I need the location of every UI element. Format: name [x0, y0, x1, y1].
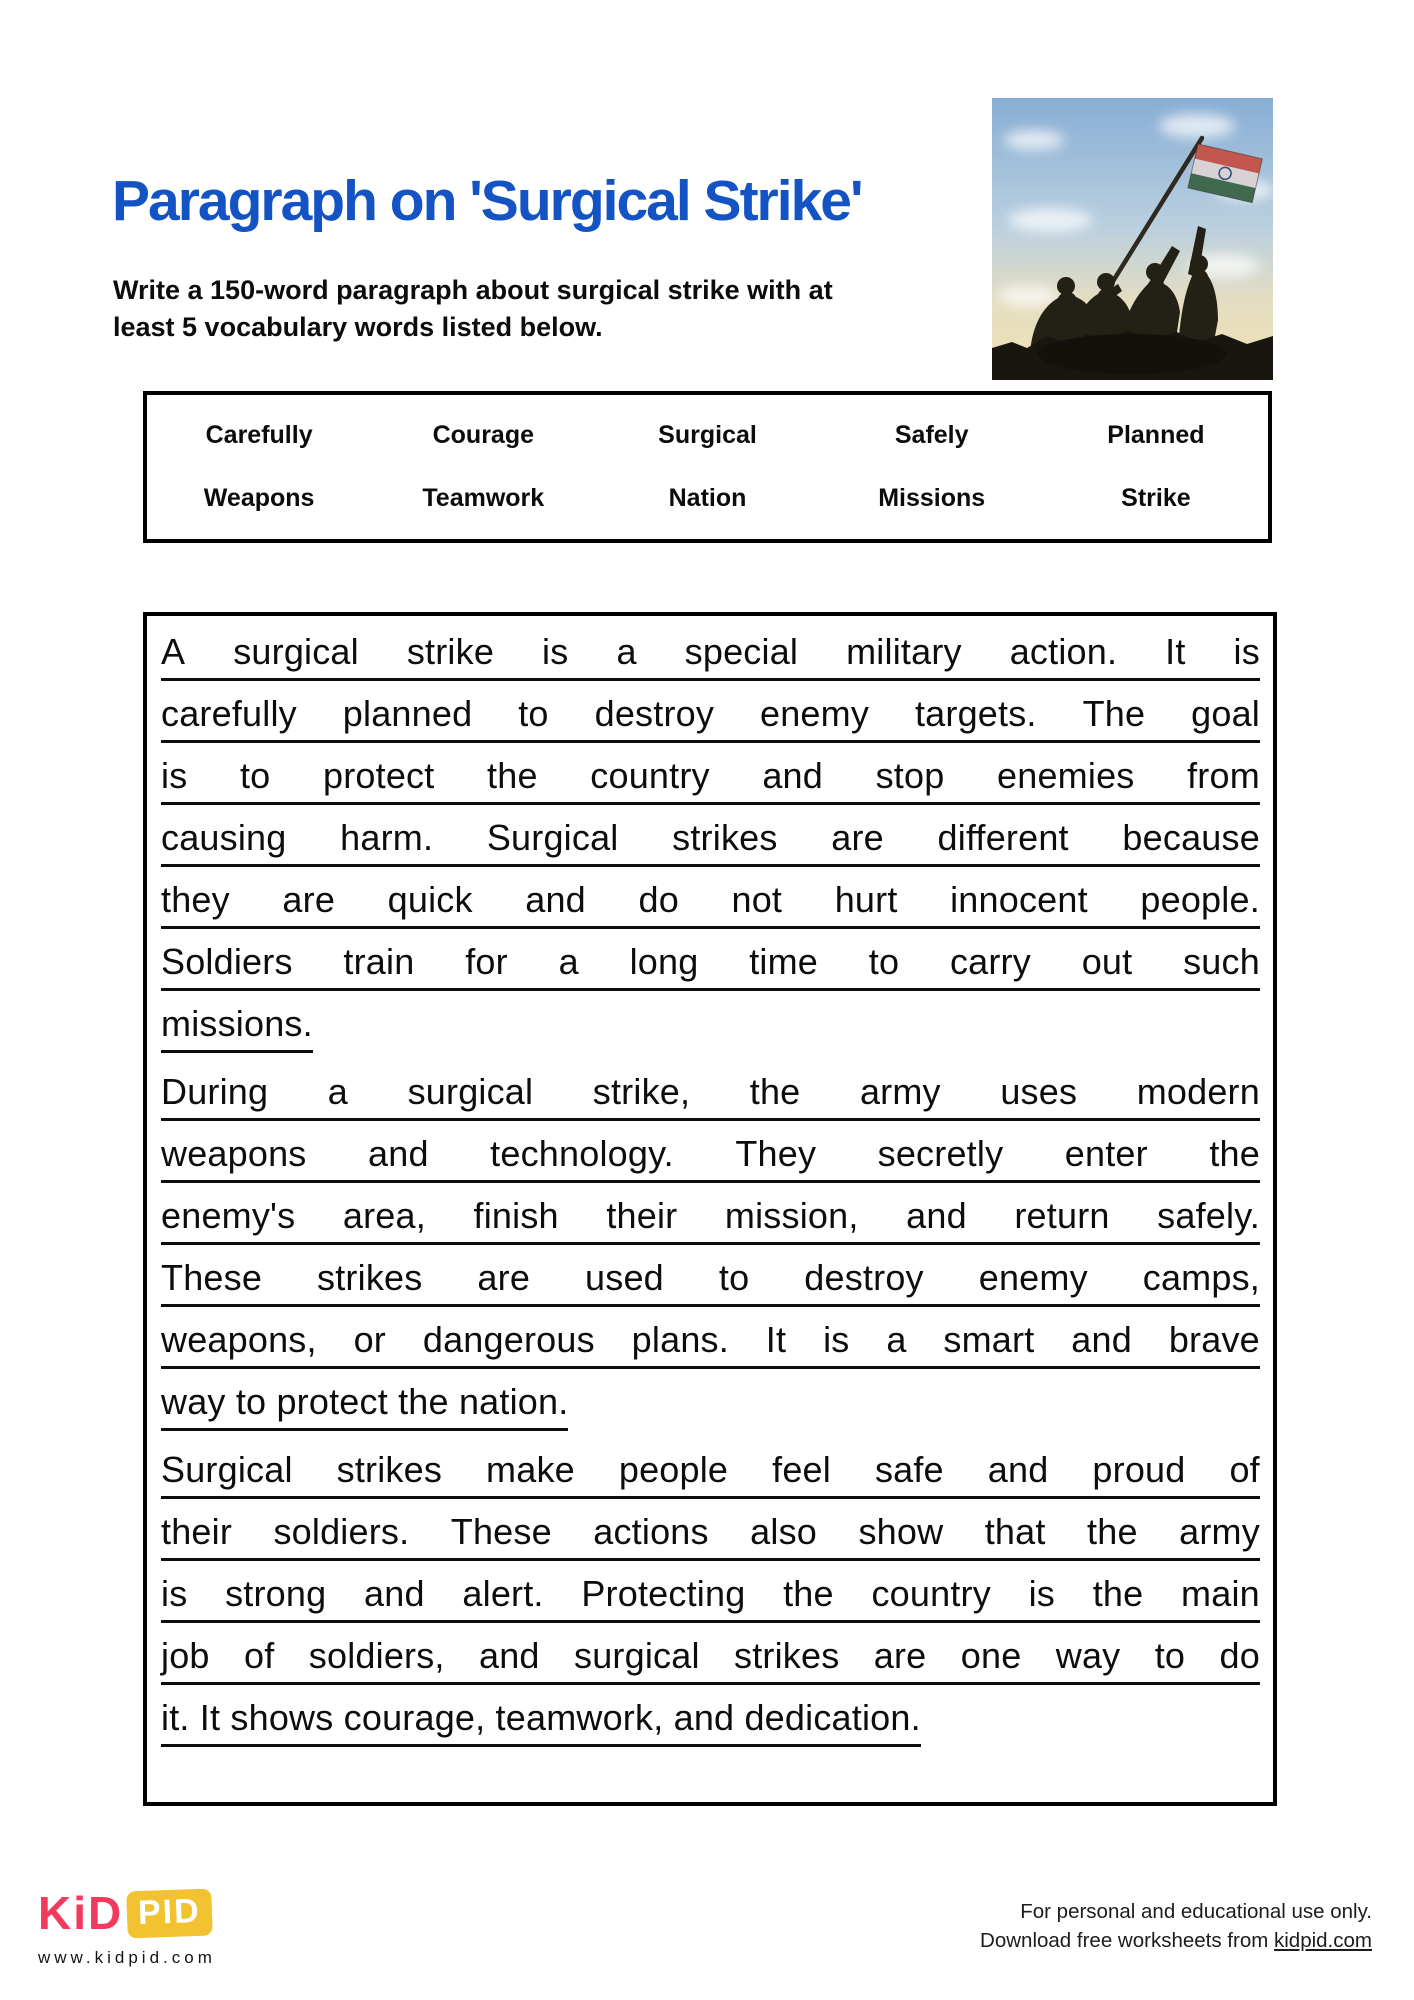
essay-word: the [1092, 1573, 1144, 1614]
essay-word: strikes [734, 1635, 840, 1676]
essay-word: people. [1140, 879, 1260, 920]
essay-word: one [960, 1635, 1022, 1676]
essay-word: the [749, 1071, 801, 1112]
essay-word: the [1209, 1133, 1260, 1174]
essay-word: army [859, 1071, 941, 1112]
page-instructions [113, 272, 833, 346]
vocab-word: Nation [668, 484, 747, 512]
essay-word: mission, [724, 1195, 859, 1236]
essay-word: used [585, 1257, 664, 1298]
usage-line-2-text: Download free worksheets from [980, 1929, 1274, 1952]
essay-word: destroy [804, 1257, 924, 1298]
essay-word: protect [323, 755, 435, 796]
essay-word: military [846, 631, 962, 672]
essay-word: hurt [834, 879, 898, 920]
essay-word: a [558, 941, 579, 982]
essay-word: time [749, 941, 818, 982]
essay-line [161, 1574, 1260, 1623]
essay-word: dangerous [422, 1319, 595, 1360]
essay-word: show [858, 1511, 944, 1552]
essay-box [143, 612, 1277, 1806]
essay-word: make [486, 1449, 575, 1490]
essay-line [161, 1134, 1260, 1183]
essay-line [161, 880, 1260, 929]
essay-word: causing [161, 817, 287, 858]
essay-line [161, 1382, 1260, 1437]
essay-word: is [1233, 631, 1260, 672]
essay-word: to [239, 755, 271, 796]
essay-word: strike [406, 631, 495, 672]
essay-word: surgical [233, 631, 359, 672]
essay-line [161, 1512, 1260, 1561]
essay-word: Protecting [581, 1573, 746, 1614]
essay-word: planned [342, 693, 473, 734]
essay-word: because [1122, 817, 1260, 858]
essay-word: feel [772, 1449, 831, 1490]
essay-word: alert. [462, 1573, 544, 1614]
essay-word: and [364, 1573, 425, 1614]
essay-word: the [1087, 1511, 1138, 1552]
essay-word: to [518, 693, 549, 734]
essay-word: they [161, 879, 230, 920]
essay-line [161, 1072, 1260, 1121]
essay-line [161, 942, 1260, 991]
essay-word: strikes [336, 1449, 443, 1490]
essay-word: do [1219, 1635, 1260, 1676]
essay-word: The [1082, 693, 1146, 734]
essay-word: and [368, 1133, 429, 1174]
usage-line-1: For personal and educational use only. [1020, 1900, 1372, 1923]
essay-word: to [868, 941, 900, 982]
essay-word: A [161, 631, 186, 672]
essay-word: weapons, [161, 1319, 317, 1360]
essay-word: soldiers, [308, 1635, 445, 1676]
usage-line-2 [980, 1926, 1372, 1955]
footer-brand [38, 1886, 216, 1968]
essay-word: are [873, 1635, 927, 1676]
essay-line [161, 694, 1260, 743]
logo-pid-badge: PID [126, 1888, 212, 1938]
essay-line [161, 1450, 1260, 1499]
essay-word: different [937, 817, 1069, 858]
essay-word: train [343, 941, 415, 982]
page-title: Paragraph on 'Surgical Strike' [112, 169, 862, 233]
essay-word: from [1187, 755, 1260, 796]
footer-usage-note [980, 1897, 1372, 1955]
essay-word: a [616, 631, 637, 672]
essay-word: goal [1191, 693, 1260, 734]
essay-word: country [871, 1573, 991, 1614]
vocab-word: Surgical [658, 421, 757, 449]
essay-word: long [629, 941, 699, 982]
essay-word: uses [1000, 1071, 1078, 1112]
essay-word: Surgical [161, 1449, 293, 1490]
essay-word: out [1081, 941, 1133, 982]
essay-word: a [327, 1071, 349, 1112]
essay-word: and [1071, 1319, 1132, 1360]
essay-word: is [1028, 1573, 1056, 1614]
instructions-line-1: Write a 150-word paragraph about surgical strike with at [113, 275, 833, 305]
essay-word: innocent [950, 879, 1088, 920]
essay-word: of [244, 1635, 275, 1676]
essay-word: that [984, 1511, 1046, 1552]
essay-word: to [1154, 1635, 1186, 1676]
essay-word: smart [943, 1319, 1035, 1360]
essay-word: actions [593, 1511, 709, 1552]
essay-word: safely. [1157, 1195, 1260, 1236]
essay-word: surgical [407, 1071, 534, 1112]
essay-word: carefully [161, 693, 297, 734]
essay-word: job [161, 1635, 210, 1676]
essay-word: are [477, 1257, 531, 1298]
essay-line [161, 1196, 1260, 1245]
essay-word: is [161, 1573, 188, 1614]
essay-word: also [750, 1511, 818, 1552]
essay-word: carry [949, 941, 1031, 982]
essay-word: enter [1064, 1133, 1148, 1174]
essay-word: modern [1136, 1071, 1260, 1112]
essay-word: targets. [914, 693, 1037, 734]
essay-word: people [618, 1449, 729, 1490]
vocab-word: Courage [432, 421, 534, 449]
essay-word: camps, [1142, 1257, 1260, 1298]
essay-word: or [353, 1319, 386, 1360]
essay-line-text: missions. [161, 1004, 313, 1053]
vocab-word: Strike [1121, 484, 1191, 512]
essay-word: not [731, 879, 783, 920]
kidpid-logo [38, 1886, 216, 1940]
vocab-word: Carefully [205, 421, 313, 449]
essay-word: area, [342, 1195, 426, 1236]
essay-word: to [718, 1257, 750, 1298]
essay-word: is [542, 631, 569, 672]
essay-word: enemy's [161, 1195, 296, 1236]
essay-line [161, 1320, 1260, 1369]
vocab-word: Safely [894, 421, 969, 449]
essay-word: safe [874, 1449, 944, 1490]
essay-word: They [735, 1133, 817, 1174]
kidpid-link[interactable]: kidpid.com [1274, 1929, 1372, 1952]
essay-word: secretly [877, 1133, 1004, 1174]
essay-word: strikes [317, 1257, 423, 1298]
essay-word: These [450, 1511, 552, 1552]
essay-word: strong [225, 1573, 327, 1614]
essay-word: is [823, 1319, 850, 1360]
essay-word: quick [387, 879, 473, 920]
essay-line [161, 1004, 1260, 1059]
vocab-word: Teamwork [422, 484, 545, 512]
vocab-row [147, 421, 1268, 450]
essay-word: are [831, 817, 884, 858]
essay-word: It [1165, 631, 1186, 672]
essay-word: action. [1009, 631, 1118, 672]
essay-word: harm. [340, 817, 434, 858]
essay-word: technology. [490, 1133, 674, 1174]
vocab-word: Planned [1107, 421, 1205, 449]
essay-line-text: way to protect the nation. [161, 1382, 568, 1431]
essay-word: strike, [592, 1071, 691, 1112]
essay-word: are [282, 879, 336, 920]
essay-word: and [906, 1195, 967, 1236]
essay-line [161, 756, 1260, 805]
essay-word: their [161, 1511, 233, 1552]
logo-kid-text: KiD [38, 1887, 124, 1939]
essay-word: for [465, 941, 508, 982]
essay-word: special [684, 631, 799, 672]
essay-line [161, 632, 1260, 681]
soldiers-flag-illustration [992, 98, 1273, 380]
vocab-word: Weapons [203, 484, 315, 512]
essay-word: and [525, 879, 586, 920]
instructions-line-2: least 5 vocabulary words listed below. [113, 312, 603, 342]
essay-word: These [161, 1257, 263, 1298]
essay-word: enemy [978, 1257, 1088, 1298]
essay-line [161, 1636, 1260, 1685]
essay-word: and [478, 1635, 540, 1676]
essay-word: strikes [672, 817, 778, 858]
essay-word: soldiers. [273, 1511, 410, 1552]
site-url: www.kidpid.com [38, 1948, 216, 1967]
essay-word: way [1055, 1635, 1121, 1676]
vocabulary-box [143, 391, 1272, 543]
essay-word: Soldiers [161, 941, 293, 982]
essay-word: brave [1168, 1319, 1260, 1360]
essay-word: is [161, 755, 188, 796]
essay-word: stop [875, 755, 945, 796]
essay-word: destroy [594, 693, 715, 734]
essay-line [161, 1258, 1260, 1307]
essay-word: During [161, 1071, 269, 1112]
essay-line [161, 1698, 1260, 1747]
essay-word: enemies [997, 755, 1135, 796]
essay-word: do [638, 879, 679, 920]
essay-word: the [783, 1573, 834, 1614]
essay-word: army [1179, 1511, 1260, 1552]
vocab-word: Missions [878, 484, 986, 512]
essay-word: weapons [161, 1133, 307, 1174]
essay-word: return [1014, 1195, 1110, 1236]
essay-word: such [1183, 941, 1260, 982]
essay-word: the [487, 755, 538, 796]
essay-word: Surgical [486, 817, 619, 858]
essay-word: country [590, 755, 710, 796]
essay-word: proud [1092, 1449, 1186, 1490]
essay-word: plans. [631, 1319, 729, 1360]
essay-word: their [606, 1195, 678, 1236]
paragraph-lines [161, 632, 1260, 1747]
essay-word: finish [473, 1195, 559, 1236]
soldiers-flag-photo [992, 98, 1273, 380]
essay-word: main [1181, 1573, 1260, 1614]
essay-word: of [1229, 1449, 1260, 1490]
essay-word: and [987, 1449, 1049, 1490]
vocab-row [147, 484, 1268, 513]
essay-word: It [765, 1319, 787, 1360]
essay-word: surgical [574, 1635, 700, 1676]
essay-line-text: it. It shows courage, teamwork, and dedication. [161, 1698, 921, 1747]
essay-word: enemy [759, 693, 870, 734]
essay-word: and [762, 755, 823, 796]
essay-line [161, 818, 1260, 867]
essay-word: a [886, 1319, 907, 1360]
